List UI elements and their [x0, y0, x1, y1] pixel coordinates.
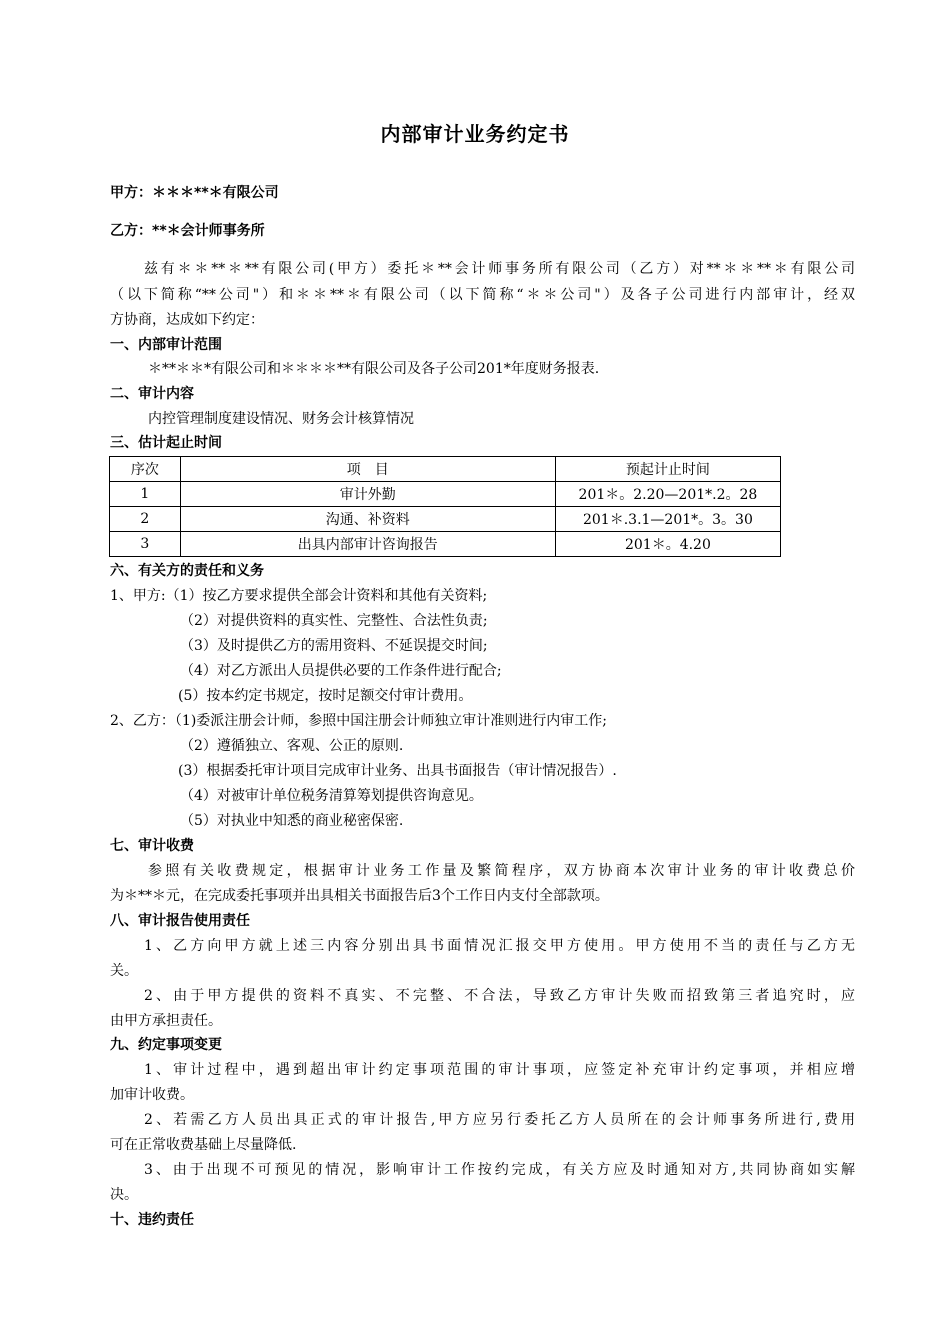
party-a-duty-1: 1、甲方:（1）按乙方要求提供全部会计资料和其他有关资料; — [110, 588, 488, 604]
party-b-duty-1: 2、乙方：（1)委派注册会计师，参照中国注册会计师独立审计准则进行内审工作; — [110, 713, 607, 729]
section-7-heading: 七、审计收费 — [110, 838, 194, 854]
party-a-duty-2: （2）对提供资料的真实性、完整性、合法性负责; — [180, 613, 488, 629]
table-row — [110, 482, 781, 507]
section-6-heading: 六、有关方的责任和义务 — [110, 563, 264, 579]
schedule-table — [109, 456, 781, 557]
change-2-line-1: 2、若需乙方人员出具正式的审计报告,甲方应另行委托乙方人员所在的会计师事务所进行,费用 — [144, 1112, 855, 1128]
party-a-duty-5: (5）按本约定书规定，按时足额交付审计费用。 — [178, 688, 473, 704]
table-cell: 201＊。2.20—201*.2。28 — [555, 482, 780, 507]
intro-line-1: 兹有＊＊**＊**有限公司(甲方）委托＊**会计师事务所有限公司（乙方）对**＊＊**＊有限公司 — [144, 261, 855, 277]
party-a-duty-4: （4）对乙方派出人员提供必要的工作条件进行配合; — [180, 663, 502, 679]
fee-line-2: 为＊**＊元，在完成委托事项并出具相关书面报告后3个工作日内支付全部款项。 — [110, 888, 609, 904]
intro-line-2: （以下简称“**公司"）和＊＊**＊有限公司（以下简称“＊＊公司"）及各子公司进行内部审计，经双 — [110, 287, 855, 303]
section-8-heading: 八、审计报告使用责任 — [110, 913, 250, 929]
report-use-2-line-1: 2、由于甲方提供的资料不真实、不完整、不合法，导致乙方审计失败而招致第三者追究时，应 — [144, 988, 855, 1004]
party-b-duty-4: （4）对被审计单位税务清算筹划提供咨询意见。 — [180, 788, 483, 804]
table-row — [110, 532, 781, 557]
party-a-duty-3: （3）及时提供乙方的需用资料、不延误提交时间; — [180, 638, 488, 654]
change-3-line-2: 决。 — [110, 1187, 138, 1203]
party-b-duty-2: （2）遵循独立、客观、公正的原则. — [180, 738, 404, 754]
party-a: 甲方：＊＊＊**＊有限公司 — [110, 185, 279, 201]
table-cell: 2 — [110, 507, 181, 532]
header-cell-seq: 序次 — [110, 457, 181, 482]
table-cell: 201＊。4.20 — [555, 532, 780, 557]
change-1-line-2: 加审计收费。 — [110, 1087, 194, 1103]
section-2-text: 内控管理制度建设情况、财务会计核算情况 — [148, 411, 414, 427]
header-cell-item: 项 目 — [180, 457, 555, 482]
table-cell: 审计外勤 — [180, 482, 555, 507]
fee-line-1: 参照有关收费规定，根据审计业务工作量及繁简程序，双方协商本次审计业务的审计收费总价 — [148, 863, 855, 879]
table-cell: 1 — [110, 482, 181, 507]
document-title: 内部审计业务约定书 — [380, 122, 570, 146]
party-b-duty-3: (3）根据委托审计项目完成审计业务、出具书面报告（审计情况报告）. — [178, 763, 617, 779]
section-1-text: ＊**＊＊*有限公司和＊＊＊＊**有限公司及各子公司201*年度财务报表. — [148, 361, 600, 377]
party-b-duty-5: （5）对执业中知悉的商业秘密保密. — [180, 813, 404, 829]
report-use-1-line-2: 关。 — [110, 963, 138, 979]
table-cell: 出具内部审计咨询报告 — [180, 532, 555, 557]
section-10-heading: 十、违约责任 — [110, 1212, 194, 1228]
change-2-line-2: 可在正常收费基础上尽量降低. — [110, 1137, 297, 1153]
table-cell: 沟通、补资料 — [180, 507, 555, 532]
report-use-2-line-2: 由甲方承担责任。 — [110, 1013, 222, 1029]
intro-line-3: 方协商，达成如下约定： — [110, 312, 264, 328]
party-b: 乙方：**＊会计师事务所 — [110, 223, 265, 239]
table-row — [110, 507, 781, 532]
table-cell: 3 — [110, 532, 181, 557]
section-2-heading: 二、审计内容 — [110, 386, 194, 402]
section-3-heading: 三、估计起止时间 — [110, 435, 222, 451]
change-3-line-1: 3、由于出现不可预见的情况，影响审计工作按约完成，有关方应及时通知对方,共同协商如实解 — [144, 1162, 855, 1178]
section-1-heading: 一、内部审计范围 — [110, 337, 222, 353]
table-cell: 201＊.3.1—201*。3。30 — [555, 507, 780, 532]
change-1-line-1: 1、审计过程中，遇到超出审计约定事项范围的审计事项，应签定补充审计约定事项，并相应增 — [144, 1062, 855, 1078]
section-9-heading: 九、约定事项变更 — [110, 1037, 222, 1053]
table-header-row — [110, 457, 781, 482]
report-use-1-line-1: 1、乙方向甲方就上述三内容分别出具书面情况汇报交甲方使用。甲方使用不当的责任与乙方无 — [144, 938, 855, 954]
header-cell-time: 预起计止时间 — [555, 457, 780, 482]
